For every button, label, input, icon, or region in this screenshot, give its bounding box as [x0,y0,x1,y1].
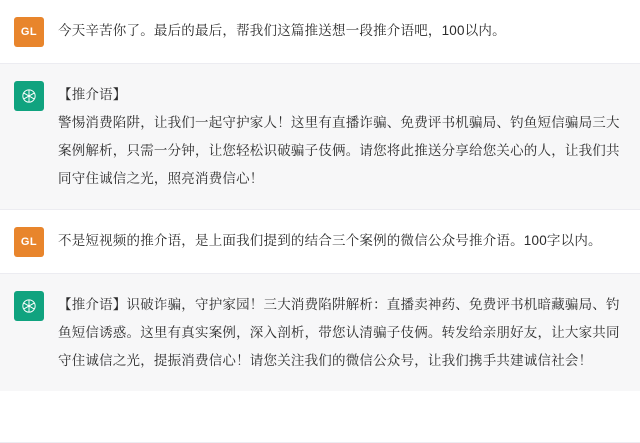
message-text: 【推介语】 警惕消费陷阱，让我们一起守护家人！这里有直播诈骗、免费评书机骗局、钓鱼短信骗局三大案例解析，只需一分钟，让您轻松识破骗子伎俩。请您将此推送分享给您关心的人，让我们共同守住诚信之光，照亮消费信心！ [58,87,620,186]
chat-message-assistant [0,64,640,209]
avatar-user: GL [14,227,44,257]
message-text: 不是短视频的推介语，是上面我们提到的结合三个案例的微信公众号推介语。100字以内。 [58,233,602,248]
message-text: 今天辛苦你了。最后的最后，帮我们这篇推送想一段推介语吧，100以内。 [58,23,506,38]
openai-logo-icon [20,297,38,315]
openai-logo-icon [20,87,38,105]
avatar-assistant [14,291,44,321]
avatar-user: GL [14,17,44,47]
chat-message-assistant [0,274,640,391]
chat-message-user [0,210,640,273]
chat-message-user [0,0,640,63]
avatar-assistant [14,81,44,111]
message-text: 【推介语】识破诈骗，守护家园！三大消费陷阱解析：直播卖神药、免费评书机暗藏骗局、钓鱼短信诱惑。这里有真实案例，深入剖析，带您认清骗子伎俩。转发给亲朋好友，让大家共同守住诚信之光，提振消费信心！请您关注我们的微信公众号，让我们携手共建诚信社会！ [58,297,620,368]
